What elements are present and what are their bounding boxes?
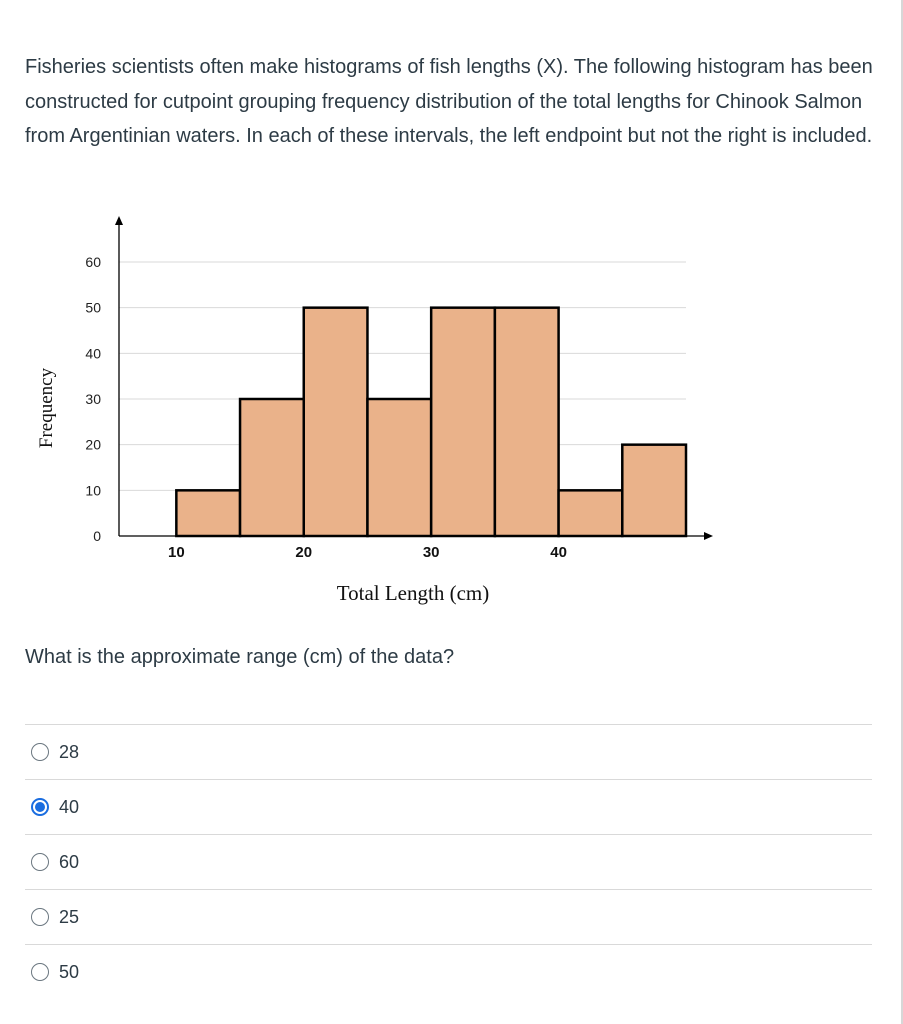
answer-option-1[interactable]: [25, 724, 872, 779]
answer-label: 25: [59, 906, 80, 927]
answer-label: 40: [59, 796, 80, 817]
y-tick-label: 10: [85, 482, 101, 499]
y-tick-label: 60: [85, 254, 101, 270]
x-axis-title: Total Length (cm): [336, 581, 490, 605]
y-tick-label: 30: [85, 391, 101, 407]
radio-button-icon[interactable]: [31, 963, 49, 981]
answer-option-5[interactable]: [25, 944, 872, 999]
radio-button-icon[interactable]: [31, 743, 49, 761]
histogram-svg: [0, 205, 903, 615]
x-tick-label: 10: [167, 544, 185, 561]
answer-list: [25, 724, 872, 999]
x-tick-label: 30: [422, 544, 440, 561]
answer-option-3[interactable]: [25, 834, 872, 889]
y-tick-label: 20: [85, 436, 101, 453]
y-tick-label: 0: [93, 528, 101, 544]
question-prompt: What is the approximate range (cm) of the data?: [25, 646, 455, 668]
histogram-bar: [559, 490, 623, 536]
y-tick-label: 50: [85, 299, 101, 316]
answer-option-2[interactable]: [25, 779, 872, 834]
radio-button-icon[interactable]: [31, 853, 49, 871]
x-axis-arrow-icon: [704, 532, 713, 540]
histogram-bar: [431, 308, 495, 536]
answer-label: 60: [59, 851, 80, 872]
radio-button-icon[interactable]: [31, 908, 49, 926]
histogram-bar: [622, 445, 686, 536]
answer-label: 50: [59, 961, 80, 982]
histogram-chart: [0, 205, 903, 615]
histogram-bar: [495, 308, 559, 536]
x-tick-label: 40: [550, 544, 567, 561]
y-axis-arrow-icon: [115, 216, 123, 225]
answer-option-4[interactable]: [25, 889, 872, 944]
y-tick-label: 40: [85, 345, 101, 362]
question-text: Fisheries scientists often make histograms of fish lengths (X). The following histogram has been constructed for cutpoint grouping frequency distribution of the total lengths for Chinook Salmon from Argentinian waters. In each of these intervals, the left endpoint but not the right is included.: [25, 56, 873, 147]
radio-button-icon[interactable]: [31, 798, 49, 816]
histogram-bar: [367, 399, 431, 536]
histogram-bar: [176, 490, 240, 536]
histogram-bar: [304, 308, 368, 536]
x-tick-label: 20: [295, 544, 313, 561]
answer-label: 28: [59, 741, 80, 762]
histogram-bar: [240, 399, 304, 536]
y-axis-title: Frequency: [36, 367, 57, 449]
